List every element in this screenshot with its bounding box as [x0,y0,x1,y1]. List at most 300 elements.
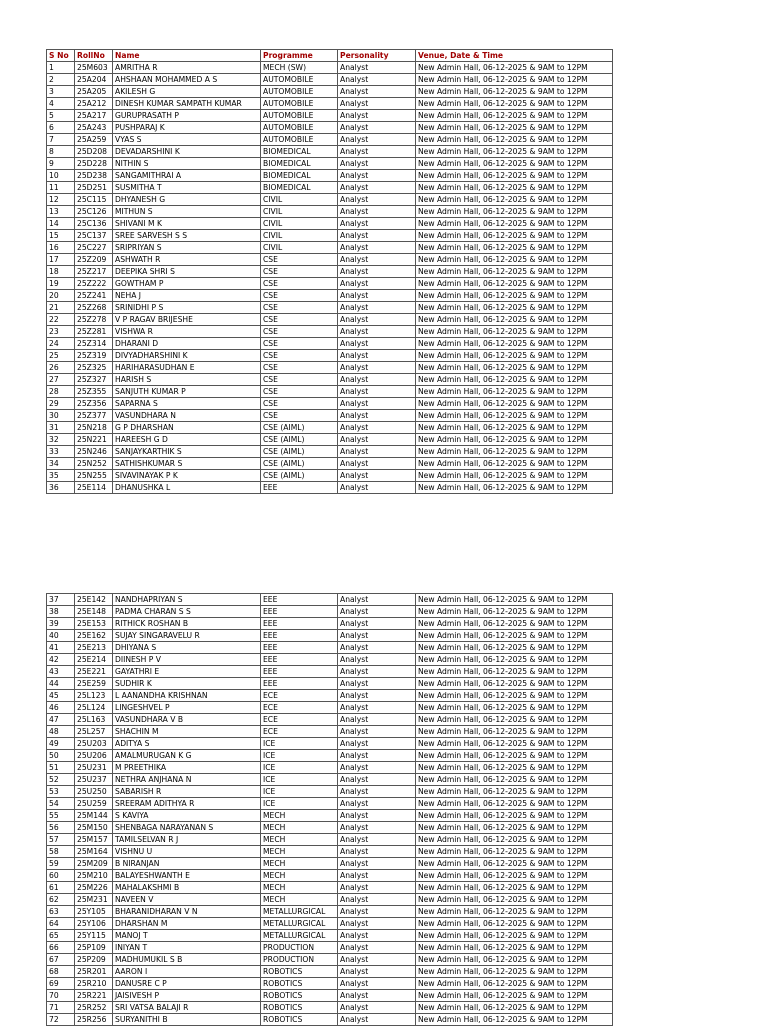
cell-name: MADHUMUKIL S B [113,954,261,966]
table-row [47,906,613,918]
cell-programme: MECH [261,858,338,870]
cell-venue: New Admin Hall, 06-12-2025 & 9AM to 12PM [416,338,613,350]
cell-rollno: 25N246 [75,446,113,458]
cell-rollno: 25D228 [75,158,113,170]
cell-personality: Analyst [338,254,416,266]
cell-venue: New Admin Hall, 06-12-2025 & 9AM to 12PM [416,86,613,98]
table-row [47,738,613,750]
cell-personality: Analyst [338,362,416,374]
cell-name: SRI VATSA BALAJI R [113,1002,261,1014]
cell-sno: 27 [47,374,75,386]
cell-personality: Analyst [338,942,416,954]
cell-programme: EEE [261,642,338,654]
table-row [47,242,613,254]
cell-name: DHARANI D [113,338,261,350]
cell-personality: Analyst [338,326,416,338]
cell-personality: Analyst [338,954,416,966]
cell-programme: AUTOMOBILE [261,110,338,122]
table-row [47,762,613,774]
cell-rollno: 25R252 [75,1002,113,1014]
cell-programme: CIVIL [261,242,338,254]
table-row [47,86,613,98]
cell-programme: METALLURGICAL [261,918,338,930]
cell-rollno: 25Y115 [75,930,113,942]
cell-rollno: 25Z268 [75,302,113,314]
cell-sno: 19 [47,278,75,290]
cell-venue: New Admin Hall, 06-12-2025 & 9AM to 12PM [416,822,613,834]
cell-name: ADITYA S [113,738,261,750]
cell-venue: New Admin Hall, 06-12-2025 & 9AM to 12PM [416,786,613,798]
cell-sno: 44 [47,678,75,690]
cell-rollno: 25Y105 [75,906,113,918]
cell-venue: New Admin Hall, 06-12-2025 & 9AM to 12PM [416,618,613,630]
cell-name: G P DHARSHAN [113,422,261,434]
cell-programme: MECH [261,834,338,846]
cell-personality: Analyst [338,398,416,410]
cell-sno: 35 [47,470,75,482]
cell-sno: 15 [47,230,75,242]
cell-rollno: 25N255 [75,470,113,482]
table-row [47,206,613,218]
cell-sno: 21 [47,302,75,314]
cell-venue: New Admin Hall, 06-12-2025 & 9AM to 12PM [416,122,613,134]
cell-sno: 17 [47,254,75,266]
cell-venue: New Admin Hall, 06-12-2025 & 9AM to 12PM [416,482,613,494]
cell-name: GURUPRASATH P [113,110,261,122]
cell-programme: MECH [261,882,338,894]
cell-venue: New Admin Hall, 06-12-2025 & 9AM to 12PM [416,146,613,158]
cell-programme: CSE [261,338,338,350]
cell-rollno: 25N218 [75,422,113,434]
cell-name: PUSHPARAJ K [113,122,261,134]
cell-venue: New Admin Hall, 06-12-2025 & 9AM to 12PM [416,362,613,374]
cell-personality: Analyst [338,338,416,350]
cell-name: LINGESHVEL P [113,702,261,714]
cell-programme: AUTOMOBILE [261,122,338,134]
table-row [47,134,613,146]
cell-rollno: 25A212 [75,98,113,110]
cell-personality: Analyst [338,762,416,774]
cell-rollno: 25U250 [75,786,113,798]
cell-venue: New Admin Hall, 06-12-2025 & 9AM to 12PM [416,206,613,218]
cell-venue: New Admin Hall, 06-12-2025 & 9AM to 12PM [416,678,613,690]
cell-programme: CSE [261,398,338,410]
table-row [47,894,613,906]
cell-rollno: 25N221 [75,434,113,446]
cell-rollno: 25L163 [75,714,113,726]
cell-sno: 10 [47,170,75,182]
table-row [47,374,613,386]
cell-name: HAREESH G D [113,434,261,446]
cell-name: NEHA J [113,290,261,302]
table-row [47,918,613,930]
cell-programme: EEE [261,482,338,494]
cell-programme: ICE [261,786,338,798]
cell-rollno: 25Z241 [75,290,113,302]
header-sno: S No [47,50,75,62]
student-table-page-1 [46,49,613,494]
cell-personality: Analyst [338,702,416,714]
cell-rollno: 25C136 [75,218,113,230]
cell-venue: New Admin Hall, 06-12-2025 & 9AM to 12PM [416,194,613,206]
cell-venue: New Admin Hall, 06-12-2025 & 9AM to 12PM [416,278,613,290]
cell-programme: CSE [261,374,338,386]
cell-rollno: 25M209 [75,858,113,870]
cell-personality: Analyst [338,206,416,218]
cell-sno: 3 [47,86,75,98]
table-row [47,954,613,966]
cell-venue: New Admin Hall, 06-12-2025 & 9AM to 12PM [416,242,613,254]
table-row [47,798,613,810]
cell-name: SHACHIN M [113,726,261,738]
cell-rollno: 25C115 [75,194,113,206]
cell-programme: CSE (AIML) [261,470,338,482]
cell-name: JAISIVESH P [113,990,261,1002]
table-row [47,230,613,242]
cell-rollno: 25M157 [75,834,113,846]
cell-rollno: 25E148 [75,606,113,618]
cell-name: AARON I [113,966,261,978]
cell-programme: ROBOTICS [261,1002,338,1014]
cell-programme: ICE [261,762,338,774]
table-row [47,338,613,350]
cell-personality: Analyst [338,446,416,458]
cell-name: MAHALAKSHMI B [113,882,261,894]
cell-personality: Analyst [338,690,416,702]
cell-name: SATHISHKUMAR S [113,458,261,470]
table-row [47,302,613,314]
cell-programme: MECH (SW) [261,62,338,74]
cell-personality: Analyst [338,266,416,278]
cell-name: MITHUN S [113,206,261,218]
cell-sno: 55 [47,810,75,822]
cell-programme: CSE [261,314,338,326]
cell-sno: 45 [47,690,75,702]
cell-name: SUDHIR K [113,678,261,690]
cell-venue: New Admin Hall, 06-12-2025 & 9AM to 12PM [416,966,613,978]
cell-sno: 65 [47,930,75,942]
table-row [47,458,613,470]
table-row [47,470,613,482]
cell-sno: 69 [47,978,75,990]
cell-venue: New Admin Hall, 06-12-2025 & 9AM to 12PM [416,134,613,146]
cell-venue: New Admin Hall, 06-12-2025 & 9AM to 12PM [416,326,613,338]
cell-personality: Analyst [338,846,416,858]
cell-name: HARISH S [113,374,261,386]
cell-venue: New Admin Hall, 06-12-2025 & 9AM to 12PM [416,702,613,714]
cell-personality: Analyst [338,122,416,134]
cell-name: GOWTHAM P [113,278,261,290]
cell-rollno: 25P209 [75,954,113,966]
cell-venue: New Admin Hall, 06-12-2025 & 9AM to 12PM [416,594,613,606]
cell-personality: Analyst [338,606,416,618]
cell-rollno: 25Y106 [75,918,113,930]
cell-sno: 30 [47,410,75,422]
cell-programme: MECH [261,822,338,834]
cell-sno: 42 [47,654,75,666]
cell-venue: New Admin Hall, 06-12-2025 & 9AM to 12PM [416,350,613,362]
cell-personality: Analyst [338,422,416,434]
cell-programme: EEE [261,618,338,630]
table-row [47,386,613,398]
cell-programme: MECH [261,870,338,882]
cell-venue: New Admin Hall, 06-12-2025 & 9AM to 12PM [416,182,613,194]
cell-venue: New Admin Hall, 06-12-2025 & 9AM to 12PM [416,458,613,470]
cell-sno: 62 [47,894,75,906]
cell-sno: 13 [47,206,75,218]
student-table-page-2 [46,593,613,1026]
cell-rollno: 25Z319 [75,350,113,362]
cell-sno: 37 [47,594,75,606]
cell-venue: New Admin Hall, 06-12-2025 & 9AM to 12PM [416,954,613,966]
cell-personality: Analyst [338,678,416,690]
cell-programme: PRODUCTION [261,954,338,966]
cell-personality: Analyst [338,314,416,326]
cell-personality: Analyst [338,1014,416,1026]
cell-sno: 64 [47,918,75,930]
cell-sno: 40 [47,630,75,642]
table-row [47,446,613,458]
table-row [47,278,613,290]
table-row [47,942,613,954]
cell-rollno: 25E162 [75,630,113,642]
cell-rollno: 25L123 [75,690,113,702]
table-row [47,870,613,882]
cell-personality: Analyst [338,470,416,482]
cell-personality: Analyst [338,230,416,242]
cell-rollno: 25U203 [75,738,113,750]
cell-personality: Analyst [338,158,416,170]
cell-rollno: 25R210 [75,978,113,990]
table-row [47,930,613,942]
cell-programme: AUTOMOBILE [261,74,338,86]
cell-programme: AUTOMOBILE [261,98,338,110]
table-row [47,398,613,410]
cell-personality: Analyst [338,882,416,894]
cell-programme: MECH [261,810,338,822]
table-body-page-2 [47,594,613,1026]
cell-name: BALAYESHWANTH E [113,870,261,882]
cell-sno: 67 [47,954,75,966]
table-row [47,786,613,798]
cell-programme: CSE [261,350,338,362]
cell-name: NETHRA ANJHANA N [113,774,261,786]
cell-personality: Analyst [338,966,416,978]
cell-name: AMALMURUGAN K G [113,750,261,762]
cell-programme: EEE [261,630,338,642]
cell-personality: Analyst [338,74,416,86]
cell-rollno: 25L124 [75,702,113,714]
cell-programme: BIOMEDICAL [261,170,338,182]
cell-name: DHIYANA S [113,642,261,654]
table-row [47,606,613,618]
cell-programme: PRODUCTION [261,942,338,954]
cell-name: VASUNDHARA V B [113,714,261,726]
cell-programme: METALLURGICAL [261,906,338,918]
cell-programme: CSE (AIML) [261,458,338,470]
cell-programme: CIVIL [261,206,338,218]
cell-sno: 14 [47,218,75,230]
cell-name: DHANUSHKA L [113,482,261,494]
cell-rollno: 25M144 [75,810,113,822]
cell-venue: New Admin Hall, 06-12-2025 & 9AM to 12PM [416,858,613,870]
cell-programme: ICE [261,798,338,810]
cell-venue: New Admin Hall, 06-12-2025 & 9AM to 12PM [416,762,613,774]
table-row [47,62,613,74]
table-row [47,834,613,846]
cell-name: DEVADARSHINI K [113,146,261,158]
cell-personality: Analyst [338,858,416,870]
cell-venue: New Admin Hall, 06-12-2025 & 9AM to 12PM [416,918,613,930]
cell-sno: 11 [47,182,75,194]
cell-venue: New Admin Hall, 06-12-2025 & 9AM to 12PM [416,470,613,482]
cell-venue: New Admin Hall, 06-12-2025 & 9AM to 12PM [416,98,613,110]
cell-rollno: 25E142 [75,594,113,606]
table-row [47,990,613,1002]
cell-personality: Analyst [338,810,416,822]
cell-sno: 52 [47,774,75,786]
cell-programme: CSE [261,290,338,302]
table-row [47,482,613,494]
cell-name: DINESH KUMAR SAMPATH KUMAR [113,98,261,110]
cell-rollno: 25Z327 [75,374,113,386]
cell-name: DANUSRE C P [113,978,261,990]
cell-personality: Analyst [338,386,416,398]
cell-programme: ROBOTICS [261,966,338,978]
cell-venue: New Admin Hall, 06-12-2025 & 9AM to 12PM [416,930,613,942]
table-row [47,846,613,858]
cell-venue: New Admin Hall, 06-12-2025 & 9AM to 12PM [416,906,613,918]
cell-sno: 56 [47,822,75,834]
cell-personality: Analyst [338,98,416,110]
cell-name: L AANANDHA KRISHNAN [113,690,261,702]
cell-venue: New Admin Hall, 06-12-2025 & 9AM to 12PM [416,990,613,1002]
table-row [47,314,613,326]
cell-sno: 36 [47,482,75,494]
cell-programme: CSE (AIML) [261,422,338,434]
cell-venue: New Admin Hall, 06-12-2025 & 9AM to 12PM [416,170,613,182]
cell-personality: Analyst [338,194,416,206]
cell-venue: New Admin Hall, 06-12-2025 & 9AM to 12PM [416,894,613,906]
cell-personality: Analyst [338,134,416,146]
table-row [47,858,613,870]
cell-name: V P RAGAV BRIJESHE [113,314,261,326]
cell-programme: ROBOTICS [261,990,338,1002]
cell-rollno: 25Z281 [75,326,113,338]
cell-personality: Analyst [338,750,416,762]
cell-personality: Analyst [338,666,416,678]
cell-sno: 25 [47,350,75,362]
cell-sno: 68 [47,966,75,978]
cell-programme: BIOMEDICAL [261,146,338,158]
cell-name: HARIHARASUDHAN E [113,362,261,374]
cell-programme: CIVIL [261,194,338,206]
table-row [47,630,613,642]
table-row [47,158,613,170]
cell-rollno: 25Z356 [75,398,113,410]
cell-name: NAVEEN V [113,894,261,906]
cell-venue: New Admin Hall, 06-12-2025 & 9AM to 12PM [416,218,613,230]
cell-programme: AUTOMOBILE [261,134,338,146]
cell-name: SUSMITHA T [113,182,261,194]
cell-venue: New Admin Hall, 06-12-2025 & 9AM to 12PM [416,158,613,170]
cell-sno: 29 [47,398,75,410]
cell-sno: 43 [47,666,75,678]
header-personality: Personality [338,50,416,62]
cell-personality: Analyst [338,290,416,302]
cell-sno: 5 [47,110,75,122]
cell-venue: New Admin Hall, 06-12-2025 & 9AM to 12PM [416,654,613,666]
cell-programme: ICE [261,738,338,750]
cell-name: VASUNDHARA N [113,410,261,422]
cell-personality: Analyst [338,110,416,122]
cell-sno: 47 [47,714,75,726]
cell-rollno: 25Z209 [75,254,113,266]
cell-programme: CSE [261,278,338,290]
cell-rollno: 25M164 [75,846,113,858]
cell-sno: 50 [47,750,75,762]
cell-personality: Analyst [338,182,416,194]
cell-venue: New Admin Hall, 06-12-2025 & 9AM to 12PM [416,750,613,762]
cell-sno: 71 [47,1002,75,1014]
cell-sno: 12 [47,194,75,206]
cell-sno: 26 [47,362,75,374]
cell-venue: New Admin Hall, 06-12-2025 & 9AM to 12PM [416,942,613,954]
table-row [47,146,613,158]
cell-sno: 39 [47,618,75,630]
cell-programme: CSE [261,266,338,278]
cell-name: VYAS S [113,134,261,146]
cell-sno: 72 [47,1014,75,1026]
cell-rollno: 25M226 [75,882,113,894]
cell-name: NANDHAPRIYAN S [113,594,261,606]
cell-personality: Analyst [338,350,416,362]
cell-programme: AUTOMOBILE [261,86,338,98]
cell-programme: ECE [261,726,338,738]
cell-programme: CSE [261,302,338,314]
table-row [47,266,613,278]
table-row [47,122,613,134]
cell-programme: MECH [261,846,338,858]
cell-sno: 57 [47,834,75,846]
cell-venue: New Admin Hall, 06-12-2025 & 9AM to 12PM [416,290,613,302]
cell-programme: CSE [261,326,338,338]
cell-venue: New Admin Hall, 06-12-2025 & 9AM to 12PM [416,230,613,242]
cell-personality: Analyst [338,714,416,726]
cell-sno: 38 [47,606,75,618]
cell-rollno: 25M603 [75,62,113,74]
cell-rollno: 25Z314 [75,338,113,350]
cell-venue: New Admin Hall, 06-12-2025 & 9AM to 12PM [416,74,613,86]
cell-personality: Analyst [338,458,416,470]
cell-name: AMRITHA R [113,62,261,74]
cell-venue: New Admin Hall, 06-12-2025 & 9AM to 12PM [416,302,613,314]
cell-programme: ECE [261,702,338,714]
table-row [47,170,613,182]
cell-venue: New Admin Hall, 06-12-2025 & 9AM to 12PM [416,374,613,386]
cell-sno: 6 [47,122,75,134]
cell-personality: Analyst [338,738,416,750]
cell-name: DIVYADHARSHINI K [113,350,261,362]
table-row [47,678,613,690]
table-row [47,218,613,230]
cell-rollno: 25D251 [75,182,113,194]
cell-name: SHIVANI M K [113,218,261,230]
cell-sno: 23 [47,326,75,338]
header-programme: Programme [261,50,338,62]
cell-name: AHSHAAN MOHAMMED A S [113,74,261,86]
cell-name: DIINESH P V [113,654,261,666]
